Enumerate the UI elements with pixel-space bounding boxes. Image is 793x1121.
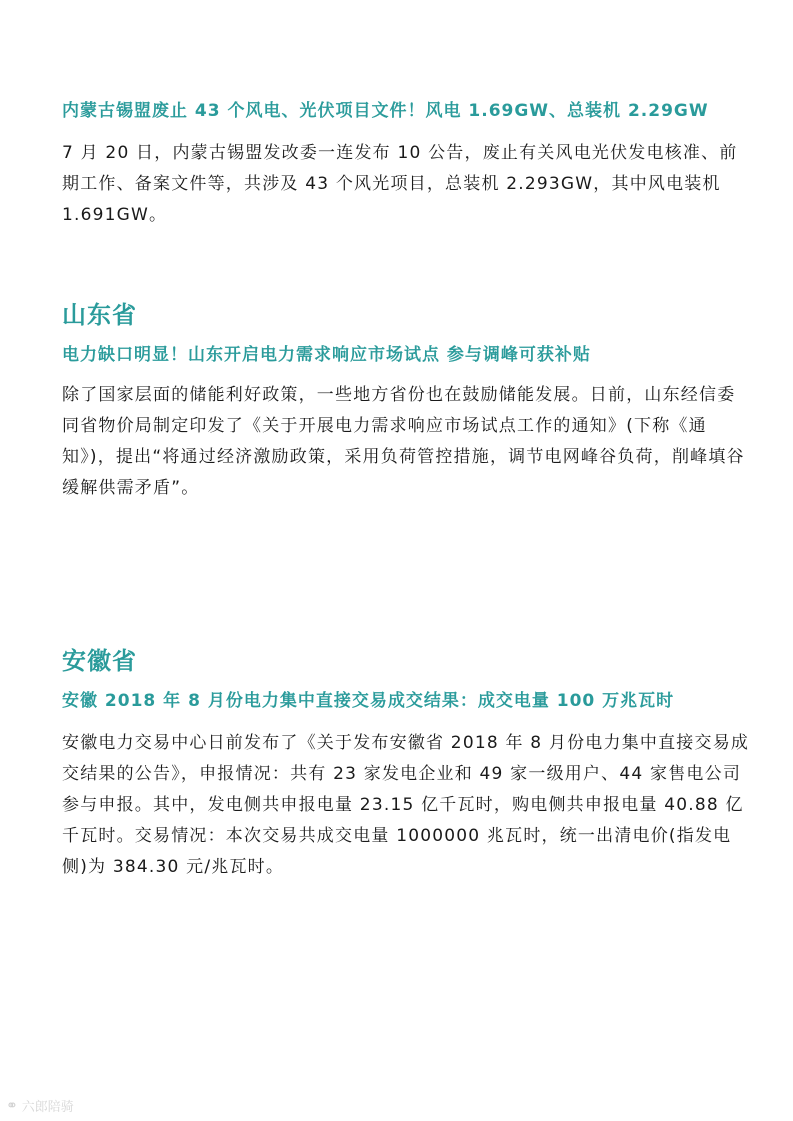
watermark-text: 六郎陪骑 — [21, 1100, 74, 1115]
section-heading: 山东省 — [62, 301, 137, 329]
article-body: 除了国家层面的储能利好政策，一些地方省份也在鼓励储能发展。日前，山东经信委同省物价局制定印发了《关于开展电力需求响应市场试点工作的通知》(下称《通知》)，提出“将通过经济激励政策，采用负荷管控措施，调节电网峰谷负荷，削峰填谷缓解供需矛盾”。 — [62, 385, 745, 498]
section-anhui — [62, 644, 752, 883]
article-title: 电力缺口明显！山东开启电力需求响应市场试点 参与调峰可获补贴 — [62, 345, 591, 365]
article-title: 内蒙古锡盟废止 43 个风电、光伏项目文件！风电 1.69GW、总装机 2.29GW — [62, 101, 709, 121]
section-shandong — [62, 298, 752, 504]
article-body: 安徽电力交易中心日前发布了《关于发布安徽省 2018 年 8 月份电力集中直接交易成交结果的公告》，申报情况：共有 23 家发电企业和 49 家一级用户、44 家售电公司参与申报。其中，发电侧共申报电量 23.15 亿千瓦时，购电侧共申报电量 40.88 亿千瓦时。交易情况：本次交易共成交电量 1000000 兆瓦时，统一出清电价(指发电侧)为 384.30 元/兆瓦时。 — [62, 733, 750, 877]
section-heading: 安徽省 — [62, 647, 137, 675]
article-title: 安徽 2018 年 8 月份电力集中直接交易成交结果：成交电量 100 万兆瓦时 — [62, 691, 675, 711]
watermark — [6, 1096, 74, 1115]
article-inner-mongolia — [62, 96, 752, 231]
watermark-logo-icon: ⚭ — [6, 1097, 18, 1114]
article-body: 7 月 20 日，内蒙古锡盟发改委一连发布 10 公告，废止有关风电光伏发电核准、前期工作、备案文件等，共涉及 43 个风光项目，总装机 2.293GW，其中风电装机 1.691GW。 — [62, 143, 738, 225]
